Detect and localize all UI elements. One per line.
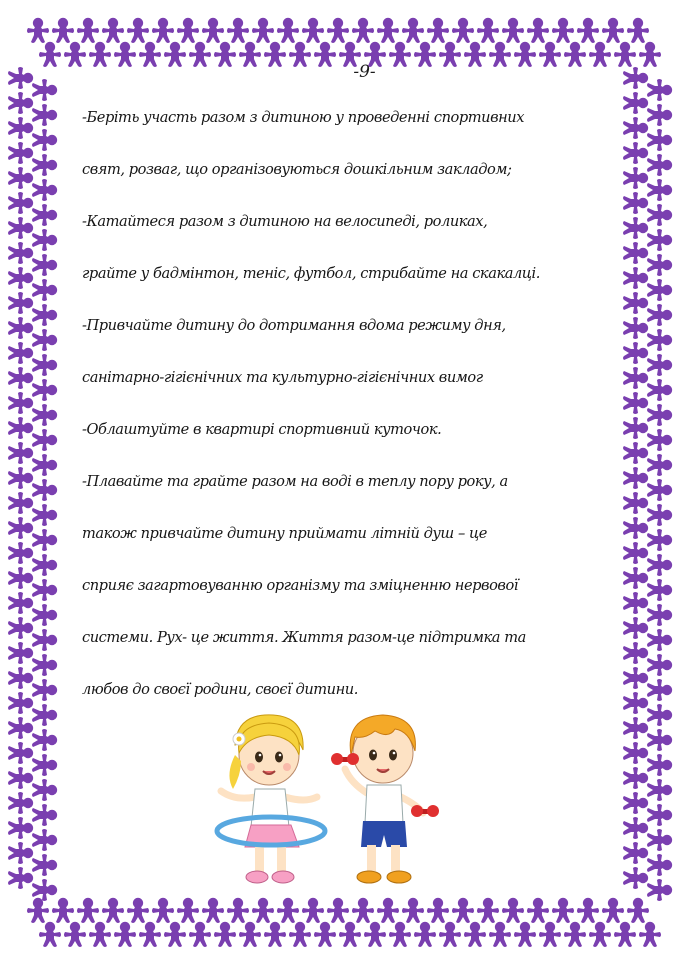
text-line: грайте у бадмінтон, теніс, футбол, стрибайте на скакалці.: [82, 265, 540, 282]
text-line: системи. Рух- це життя. Життя разом-це підтримка та: [82, 629, 526, 646]
children-exercising-illustration: [205, 705, 455, 900]
text-line: санітарно-гігієнічних та культурно-гігієнічних вимог: [82, 369, 483, 386]
text-line: -Плавайте та грайте разом на воді в теплу пору року, а: [82, 473, 508, 490]
text-line: -Облаштуйте в квартирі спортивний куточок.: [82, 421, 442, 438]
girl-with-hoop-icon: [217, 715, 325, 883]
text-line: сприяє загартовуванню організму та зміцненню нервової: [82, 577, 519, 594]
boy-with-dumbbells-icon: [331, 715, 439, 883]
text-line: -Беріть участь разом з дитиною у проведенні спортивних: [82, 109, 525, 126]
text-line: -Привчайте дитину до дотримання вдома режиму дня,: [82, 317, 506, 334]
page-number: -9-: [353, 62, 376, 82]
text-line: свят, розваг, що організовуються дошкільним закладом;: [82, 161, 512, 178]
text-line: -Катайтеся разом з дитиною на велосипеді, роликах,: [82, 213, 488, 230]
text-content: [82, 62, 617, 732]
text-line: любов до своєї родини, своєї дитини.: [82, 681, 358, 698]
text-line: також привчайте дитину приймати літній душ – це: [82, 525, 487, 542]
